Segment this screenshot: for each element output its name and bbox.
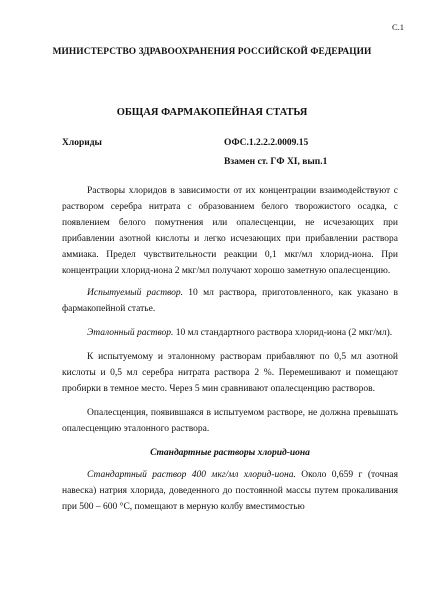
- reference-solution-text: 10 мл стандартного раствора хлорид-иона (2 мкг/мл).: [173, 328, 393, 338]
- test-solution-text: 10 мл раствора, приготовленного, как указано в фармакопейной статье.: [62, 288, 398, 314]
- paragraph-procedure: К испытуемому и эталонному растворам прибавляют по 0,5 мл азотной кислоты и 0,5 мл серебра нитрата раствора 2 %. Перемешивают и помещают пробирки в темное место. Через 5 мин сравнивают опалесценцию растворов.: [62, 352, 398, 394]
- standard-solution-text: Около 0,659 г (точная навеска) натрия хлорида, доведенного до постоянной массы путем прокаливания при 500 – 600 °С, помещают в мерную колбу вместимостью: [62, 470, 398, 512]
- paragraph-reference-solution: [62, 325, 398, 341]
- article-title: ОБЩАЯ ФАРМАКОПЕЙНАЯ СТАТЬЯ: [116, 107, 308, 118]
- section-subheading: Стандартные растворы хлорид-иона: [150, 448, 310, 458]
- page-number: С.1: [391, 22, 404, 32]
- paragraph-standard-solution: [62, 467, 398, 515]
- paragraph-intro: Растворы хлоридов в зависимости от их концентрации взаимодействуют с раствором серебра нитрата с образованием белого творожистого осадка, с появлением белого помутнения или опалесценции, не исчезающих при прибавлении азотной кислоты и легко исчезающих при прибавлении раствора аммиака. Предел чувствительности реакции 0,1 мкг/мл хлорид-иона. При концентрации хлорид-иона 2 мкг/мл получают хорошо заметную опалесценцию.: [62, 186, 398, 276]
- reference-solution-label: Эталонный раствор.: [87, 328, 174, 338]
- paragraph-criterion: Опалесценция, появившаяся в испытуемом растворе, не должна превышать опалесценцию эталонного раствора.: [62, 408, 398, 434]
- standard-solution-label: Стандартный раствор 400 мкг/мл хлорид-иона.: [87, 470, 296, 480]
- replaces-note: Взамен ст. ГФ XI, вып.1: [224, 157, 328, 167]
- article-name: Хлориды: [62, 138, 102, 148]
- article-body: [62, 183, 398, 515]
- article-code: ОФС.1.2.2.2.0009.15: [224, 138, 309, 148]
- test-solution-label: Испытуемый раствор.: [87, 288, 184, 298]
- ministry-heading: МИНИСТЕРСТВО ЗДРАВООХРАНЕНИЯ РОССИЙСКОЙ ФЕДЕРАЦИИ: [52, 47, 372, 57]
- paragraph-test-solution: [62, 285, 398, 317]
